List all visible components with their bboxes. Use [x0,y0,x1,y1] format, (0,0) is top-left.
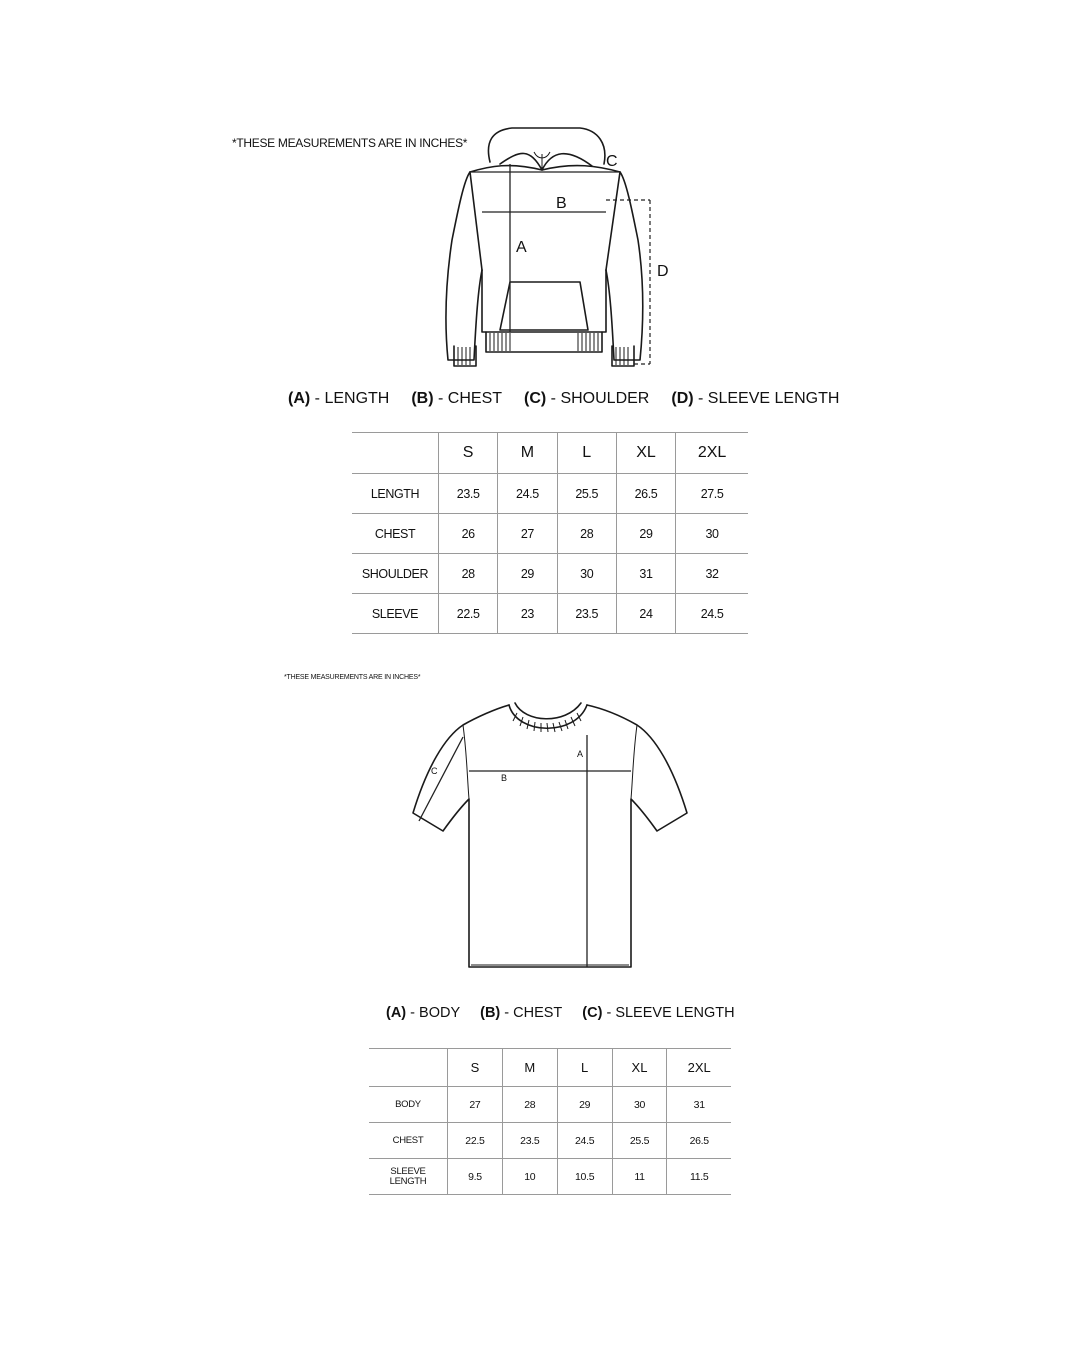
size-header-s: S [448,1049,503,1087]
table-cell: 28 [502,1087,557,1123]
table-cell: 32 [676,554,748,594]
hoodie-label-b: B [556,195,567,212]
table-cell: 31 [667,1087,731,1123]
table-cell: 24.5 [676,594,748,634]
tshirt-legend-b: (B) - CHEST [480,1005,563,1021]
table-cell: 10 [502,1159,557,1195]
table-cell: 26.5 [667,1123,731,1159]
tshirt-legend-a: (A) - BODY [386,1005,461,1021]
row-label-chest: CHEST [352,514,439,554]
tshirt-label-a: A [577,749,584,759]
hoodie-legend-b: (B) - CHEST [411,390,503,407]
row-label-chest: CHEST [369,1123,448,1159]
table-cell: 23 [498,594,557,634]
table-cell: 29 [616,514,675,554]
tshirt-label-b: B [501,773,508,783]
table-cell: 31 [616,554,675,594]
size-header-2xl: 2XL [667,1049,731,1087]
table-row [369,1123,731,1159]
tshirt-label-c: C [431,766,438,776]
row-label-length: LENGTH [352,474,439,514]
row-label-line: SLEEVE [390,1165,426,1177]
hoodie-legend-c: (C) - SHOULDER [524,390,650,407]
table-cell: 24.5 [498,474,557,514]
table-cell: 27 [498,514,557,554]
table-header-row [352,433,748,474]
hoodie-label-a: A [516,239,527,256]
hoodie-legend-a: (A) - LENGTH [288,390,390,407]
hoodie-legend [288,390,839,408]
table-corner-cell [369,1049,448,1087]
table-row [369,1159,731,1195]
table-cell: 11 [612,1159,667,1195]
table-cell: 24.5 [557,1123,612,1159]
row-label-sleeve-length [369,1159,448,1195]
table-cell: 25.5 [612,1123,667,1159]
table-cell: 23.5 [502,1123,557,1159]
table-row [369,1087,731,1123]
row-label-body: BODY [369,1087,448,1123]
table-cell: 24 [616,594,675,634]
tshirt-measurement-note: *THESE MEASUREMENTS ARE IN INCHES* [284,674,421,681]
size-header-xl: XL [612,1049,667,1087]
tshirt-legend [386,1005,735,1021]
row-label-line: LENGTH [389,1175,427,1187]
hoodie-diagram [430,120,690,380]
table-cell: 26.5 [616,474,675,514]
table-cell: 23.5 [557,594,616,634]
table-cell: 11.5 [667,1159,731,1195]
table-cell: 22.5 [439,594,498,634]
size-header-m: M [498,433,557,474]
size-header-m: M [502,1049,557,1087]
size-header-l: L [557,433,616,474]
table-row [352,594,748,634]
table-cell: 29 [498,554,557,594]
tshirt-legend-c: (C) - SLEEVE LENGTH [582,1005,735,1021]
size-header-2xl: 2XL [676,433,748,474]
row-label-shoulder: SHOULDER [352,554,439,594]
table-cell: 28 [439,554,498,594]
table-cell: 22.5 [448,1123,503,1159]
table-cell: 30 [612,1087,667,1123]
table-cell: 29 [557,1087,612,1123]
table-cell: 27 [448,1087,503,1123]
tshirt-size-table [369,1048,731,1195]
hoodie-measurement-note: *THESE MEASUREMENTS ARE IN INCHES* [232,136,468,150]
table-row [352,554,748,594]
size-header-l: L [557,1049,612,1087]
table-row [352,474,748,514]
hoodie-size-table [352,432,748,634]
table-cell: 28 [557,514,616,554]
table-cell: 10.5 [557,1159,612,1195]
size-header-s: S [439,433,498,474]
hoodie-label-c: C [606,153,618,170]
table-cell: 27.5 [676,474,748,514]
hoodie-label-d: D [657,263,669,280]
table-header-row [369,1049,731,1087]
table-cell: 23.5 [439,474,498,514]
table-corner-cell [352,433,439,474]
table-cell: 25.5 [557,474,616,514]
hoodie-legend-d: (D) - SLEEVE LENGTH [671,390,840,407]
table-cell: 26 [439,514,498,554]
table-cell: 30 [557,554,616,594]
tshirt-diagram [405,695,695,975]
table-cell: 30 [676,514,748,554]
size-header-xl: XL [616,433,675,474]
table-cell: 9.5 [448,1159,503,1195]
row-label-sleeve: SLEEVE [352,594,439,634]
table-row [352,514,748,554]
